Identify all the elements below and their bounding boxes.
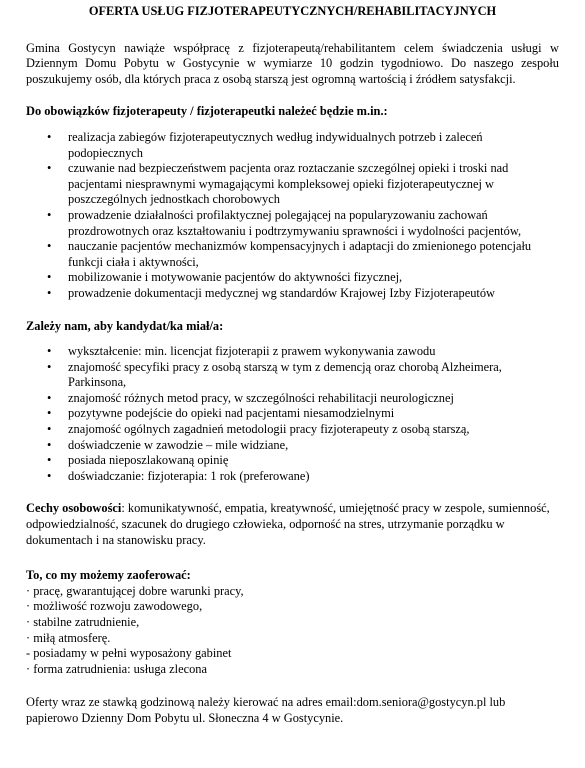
- list-item-text: znajomość ogólnych zagadnień metodologii pracy fizjoterapeuty z osobą starszą,: [68, 422, 470, 437]
- list-item-text: doświadczenie w zawodzie – mile widziane,: [68, 437, 289, 452]
- list-item-text: prowadzenie działalności profilaktycznej polegającej na popularyzowaniu zachowań prozdrowotnych oraz kształtowaniu i podtrzymywaniu sprawności i wydolności pacjentów,: [68, 207, 522, 238]
- offer-heading: To, co my możemy zaoferować:: [26, 568, 191, 583]
- list-item: [47, 390, 559, 407]
- intro-paragraph: Gmina Gostycyn nawiąże współpracę z fizjoterapeutą/rehabilitantem celem świadczenia usługi w Dziennym Domu Pobytu w Gostycynie w wymiarze 10 godzin tygodniowo. Do naszego zespołu poszukujemy osób, dla których praca z osobą starszą jest ogromną wartością i źródłem satysfakcji.: [26, 40, 559, 86]
- list-item: [47, 285, 559, 302]
- bullet-icon: •: [47, 437, 52, 452]
- duties-heading: Do obowiązków fizjoterapeuty / fizjoterapeutki należeć będzie m.in.:: [26, 104, 388, 119]
- bullet-icon: •: [47, 453, 52, 468]
- list-item: [47, 344, 559, 360]
- contact-paragraph: Oferty wraz ze stawką godzinową należy kierować na adres email:dom.seniora@gostycyn.pl lub papierowo Dzienny Dom Pobytu ul. Słoneczna 4 w Gostycynie.: [26, 695, 506, 725]
- traits-label: Cechy osobowości: [26, 501, 122, 516]
- bullet-icon: •: [47, 344, 52, 359]
- bullet-icon: •: [47, 161, 52, 176]
- document-title: OFERTA USŁUG FIZJOTERAPEUTYCZNYCH/REHABILITACYJNYCH: [88, 4, 497, 18]
- bullet-icon: •: [47, 422, 52, 437]
- requirements-heading: Zależy nam, aby kandydat/ka miał/a:: [26, 318, 224, 333]
- bullet-icon: •: [47, 239, 52, 254]
- requirements-list: [26, 344, 559, 484]
- bullet-icon: •: [47, 207, 52, 222]
- offer-item: · miłą atmosferę.: [26, 630, 111, 645]
- list-item-text: znajomość specyfiki pracy z osobą starszą w tym z demencją oraz chorobą Alzheimera, Parkinsona,: [68, 359, 502, 390]
- list-item-text: mobilizowanie i motywowanie pacjentów do aktywności fizycznej,: [68, 270, 403, 285]
- list-item: [47, 468, 559, 485]
- list-item: [47, 359, 559, 391]
- list-item: [47, 437, 559, 454]
- bullet-icon: •: [47, 390, 52, 405]
- list-item: [47, 270, 559, 286]
- list-item-text: czuwanie nad bezpieczeństwem pacjenta oraz roztaczanie szczególnej opieki i troski nad pacjentami niesprawnymi wymagającymi kompleksowej opieki fizjoterapeutycznej w poszczególnych jednostkach chorobowych: [68, 161, 509, 207]
- list-item-text: wykształcenie: min. licencjat fizjoterapii z prawem wykonywania zawodu: [68, 344, 436, 359]
- list-item: [47, 207, 559, 239]
- list-item-text: pozytywne podejście do opieki nad pacjentami niesamodzielnymi: [68, 406, 395, 421]
- list-item: [47, 406, 559, 422]
- offer-item: - posiadamy w pełni wyposażony gabinet: [26, 646, 232, 661]
- bullet-icon: •: [47, 359, 52, 374]
- duties-list: [26, 130, 559, 302]
- list-item: [47, 422, 559, 438]
- list-item: [47, 239, 559, 270]
- list-item-text: posiada nieposzlakowaną opinię: [68, 453, 229, 468]
- list-item-text: znajomość różnych metod pracy, w szczególności rehabilitacji neurologicznej: [68, 390, 454, 405]
- list-item: [47, 161, 559, 208]
- traits-paragraph: [26, 501, 559, 548]
- traits-text: : komunikatywność, empatia, kreatywność, umiejętność pracy w zespole, sumienność, odpowiedzialność, szacunek do drugiego człowieka, odporność na stres, utrzymanie porządku w dokumentach i na stanowisku pracy.: [26, 501, 550, 547]
- bullet-icon: •: [47, 285, 52, 300]
- bullet-icon: •: [47, 468, 52, 483]
- offer-list: [26, 584, 559, 678]
- list-item-text: nauczanie pacjentów mechanizmów kompensacyjnych i adaptacji do zmienionego potencjału funkcji ciała i aktywności,: [68, 239, 532, 269]
- list-item: [47, 453, 559, 469]
- offer-item: · pracę, gwarantującej dobre warunki pracy,: [26, 583, 244, 598]
- offer-item: · stabilne zatrudnienie,: [26, 615, 140, 629]
- bullet-icon: •: [47, 270, 52, 285]
- list-item-text: doświadczanie: fizjoterapia: 1 rok (preferowane): [68, 468, 310, 483]
- bullet-icon: •: [47, 406, 52, 421]
- list-item-text: prowadzenie dokumentacji medycznej wg standardów Krajowej Izby Fizjoterapeutów: [68, 285, 495, 300]
- list-item: [47, 129, 559, 161]
- offer-item: · forma zatrudnienia: usługa zlecona: [26, 661, 207, 676]
- offer-item: · możliwość rozwoju zawodowego,: [26, 599, 203, 614]
- list-item-text: realizacja zabiegów fizjoterapeutycznych według indywidualnych potrzeb i zaleceń podopiecznych: [68, 129, 483, 160]
- bullet-icon: •: [47, 129, 52, 144]
